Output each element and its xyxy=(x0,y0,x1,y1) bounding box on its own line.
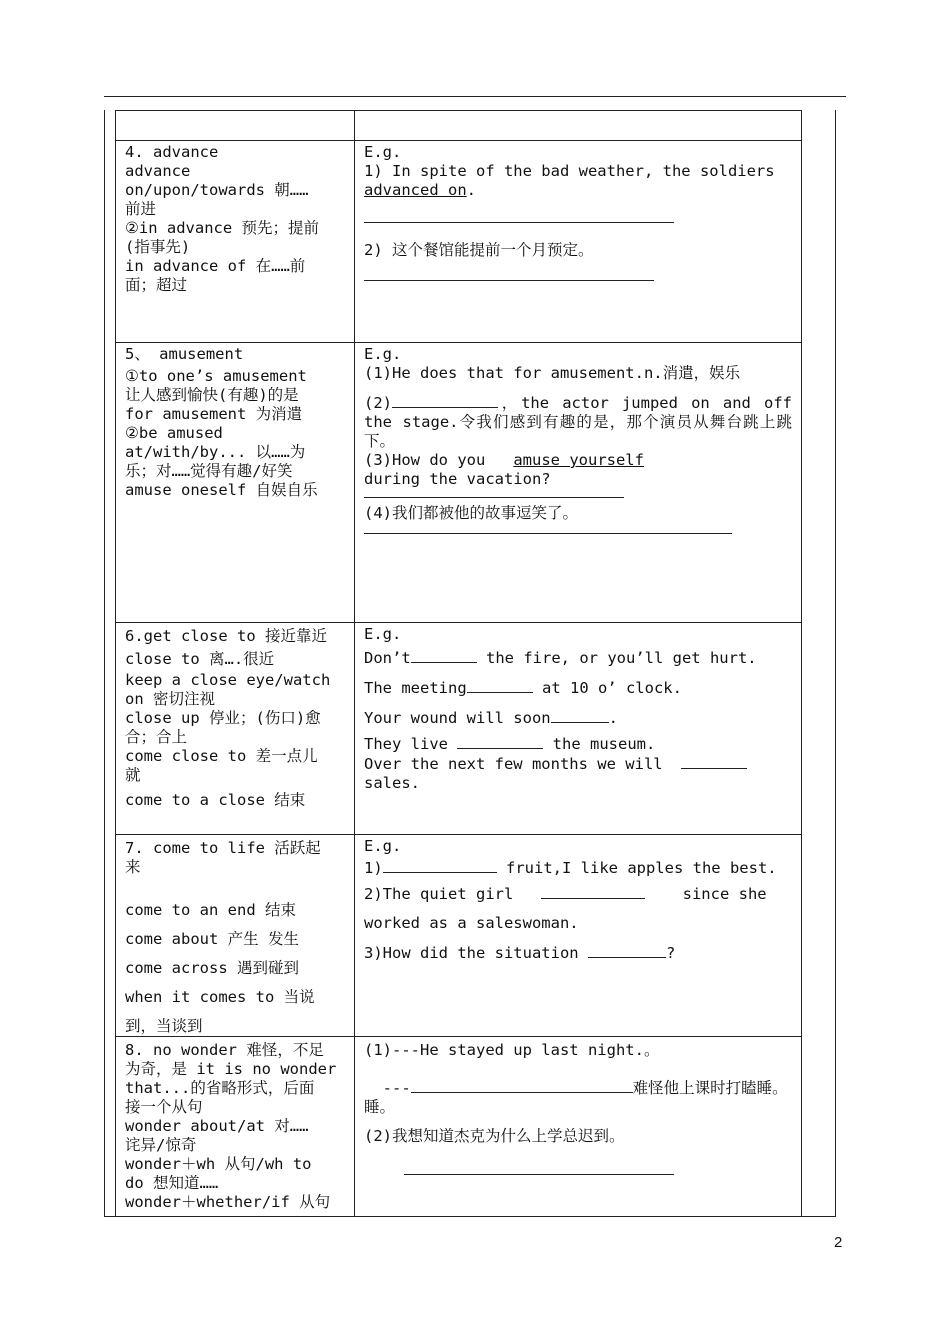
term-cell-wonder xyxy=(116,1037,355,1217)
example-sentence: 2)The quiet girl since she xyxy=(364,885,767,903)
term-line: 来 xyxy=(125,858,141,876)
example-sentence: (2)我想知道杰克为什么上学总迟到。 xyxy=(364,1127,625,1145)
table-header-row xyxy=(116,111,802,141)
answer-blank[interactable] xyxy=(588,943,666,958)
term-line: come about 产生 发生 xyxy=(125,930,299,948)
example-cell-amusement xyxy=(355,343,802,623)
example-sentence: Don’t the fire, or you’ll get hurt. xyxy=(364,649,757,667)
example-cell-wonder: (1)---He stayed up last night.。 --- 难怪他上课时打瞌睡。 睡。 (2)我想知道杰克为什么上学总迟到。 xyxy=(355,1037,802,1217)
term-line: keep a close eye/watch xyxy=(125,671,331,689)
answer-blank[interactable] xyxy=(411,648,477,663)
term-line: 前进 xyxy=(125,200,157,218)
example-sentence: (2) ，the actor jumped on and off the stage.令我们感到有趣的是，那个演员从舞台跳上跳下。 xyxy=(364,394,792,450)
term-line: 乐；对……觉得有趣/好笑 xyxy=(125,462,293,480)
example-sentence: 1) fruit,I like apples the best. xyxy=(364,859,777,877)
term-line: 就 xyxy=(125,766,141,784)
example-sentence: worked as a saleswoman. xyxy=(364,914,579,932)
term-line: on/upon/towards 朝…… xyxy=(125,181,309,199)
term-line: on 密切注视 xyxy=(125,690,215,708)
answer-blank[interactable] xyxy=(681,754,747,769)
header-cell-left xyxy=(116,111,355,141)
eg-label: E.g. xyxy=(364,837,402,855)
example-cell-advance xyxy=(355,141,802,343)
answer-blank[interactable] xyxy=(457,734,543,749)
example-sentence: (1)---He stayed up last night.。 xyxy=(364,1041,660,1059)
eg-label: E.g. xyxy=(364,143,402,161)
term-line: wonder＋wh 从句/wh to xyxy=(125,1155,312,1173)
term-line: (指事先) xyxy=(125,238,191,256)
term-cell-close xyxy=(116,623,355,835)
term-line: close to 离….很近 xyxy=(125,650,275,668)
term-line: amuse oneself 自娱自乐 xyxy=(125,481,318,499)
example-sentence: Over the next few months we will xyxy=(364,754,792,774)
term-line: ①to one’s amusement xyxy=(125,367,307,385)
term-line: in advance of 在……前 xyxy=(125,257,306,275)
vocabulary-table xyxy=(115,110,802,1217)
eg-label: E.g. xyxy=(364,345,402,363)
example-sentence: 2) 这个餐馆能提前一个月预定。 xyxy=(364,241,594,259)
term-line: come across 遇到碰到 xyxy=(125,959,299,977)
term-line: wonder＋whether/if 从句 xyxy=(125,1193,331,1211)
example-sentence: 1) In spite of the bad weather, the soldiers xyxy=(364,162,775,180)
table-row xyxy=(116,623,802,835)
term-line: wonder about/at 对…… xyxy=(125,1117,309,1135)
term-line: ②be amused xyxy=(125,424,223,442)
answer-blank[interactable] xyxy=(383,858,497,873)
term-line: close up 停业；(伤口)愈 xyxy=(125,709,321,727)
table-row xyxy=(116,343,802,623)
example-cell-come xyxy=(355,835,802,1037)
example-sentence: 3)How did the situation ? xyxy=(364,944,676,962)
table-row xyxy=(116,141,802,343)
answer-blank[interactable] xyxy=(364,533,732,534)
underlined-phrase: amuse yourself xyxy=(513,451,644,469)
page-number: 2 xyxy=(834,1234,843,1251)
term-line: 8. no wonder 难怪，不足 xyxy=(125,1041,324,1059)
underlined-phrase: advanced on xyxy=(364,181,467,199)
example-sentence: (4)我们都被他的故事逗笑了。 xyxy=(364,504,578,522)
term-line: for amusement 为消遣 xyxy=(125,405,303,423)
header-rule xyxy=(104,96,846,97)
example-sentence: (3)How do you amuse yourself xyxy=(364,451,644,469)
term-line: 4. advance xyxy=(125,143,219,161)
answer-blank[interactable] xyxy=(392,393,498,408)
term-line: at/with/by... 以……为 xyxy=(125,443,306,461)
term-line: ②in advance 预先；提前 xyxy=(125,219,320,237)
term-cell-amusement xyxy=(116,343,355,623)
example-sentence: Your wound will soon . xyxy=(364,709,618,727)
term-line: come to an end 结束 xyxy=(125,901,296,919)
term-line: advance xyxy=(125,162,191,180)
answer-blank[interactable] xyxy=(467,678,533,693)
header-cell-right xyxy=(355,111,802,141)
term-line: 7. come to life 活跃起 xyxy=(125,839,321,857)
term-line: 面；超过 xyxy=(125,276,188,294)
term-line: 为奇，是 it is no wonder xyxy=(125,1060,337,1078)
example-sentence: They live the museum. xyxy=(364,735,656,753)
term-cell-come xyxy=(116,835,355,1037)
example-sentence: The meeting at 10 o’ clock. xyxy=(364,679,682,697)
term-line: 到，当谈到 xyxy=(125,1017,203,1035)
term-line: come close to 差一点儿 xyxy=(125,747,318,765)
term-cell-advance xyxy=(116,141,355,343)
example-sentence: (1)He does that for amusement.n.消遣，娱乐 xyxy=(364,364,741,382)
table-row xyxy=(116,835,802,1037)
table-row xyxy=(116,1037,802,1217)
answer-blank[interactable] xyxy=(364,280,654,281)
term-line: do 想知道…… xyxy=(125,1174,219,1192)
term-line: 接一个从句 xyxy=(125,1098,203,1116)
term-line: 诧异/惊奇 xyxy=(125,1136,197,1154)
term-line: 6.get close to 接近靠近 xyxy=(125,627,327,645)
answer-blank[interactable] xyxy=(404,1174,674,1175)
eg-label: E.g. xyxy=(364,625,402,643)
answer-blank[interactable] xyxy=(411,1078,633,1093)
example-cell-close xyxy=(355,623,802,835)
term-line: when it comes to 当说 xyxy=(125,988,315,1006)
term-line: 合；合上 xyxy=(125,728,188,746)
answer-blank[interactable] xyxy=(551,708,609,723)
example-sentence: during the vacation? xyxy=(364,470,551,488)
answer-blank[interactable] xyxy=(541,884,645,899)
term-line: 5、 amusement xyxy=(125,345,244,363)
term-line: that...的省略形式，后面 xyxy=(125,1079,315,1097)
example-sentence: sales. xyxy=(364,774,420,792)
term-line: come to a close 结束 xyxy=(125,791,306,809)
example-sentence: --- 难怪他上课时打瞌睡。 xyxy=(382,1079,788,1097)
example-sentence: advanced on. xyxy=(364,181,476,199)
term-line: 让人感到愉快(有趣)的是 xyxy=(125,386,299,404)
